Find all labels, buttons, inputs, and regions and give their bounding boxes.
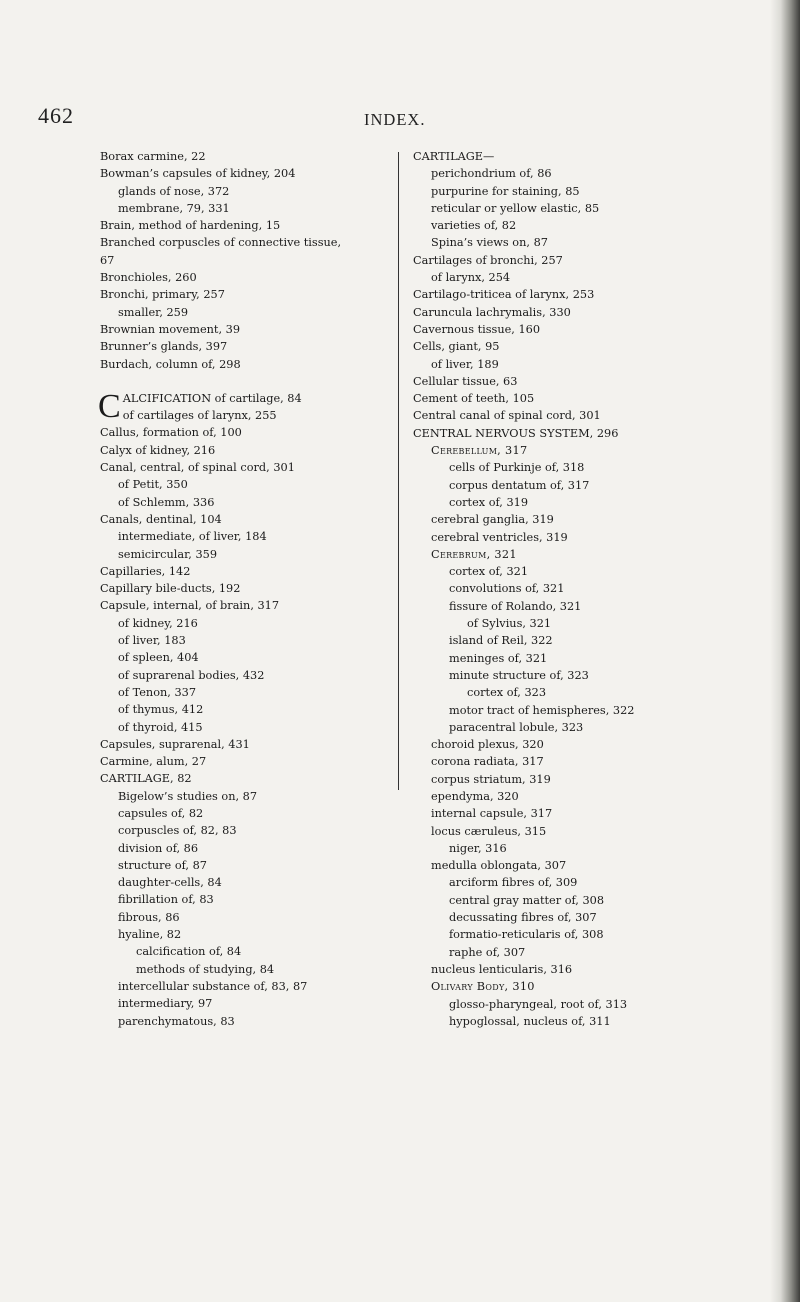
- index-entry: Capsules, suprarenal, 431: [100, 737, 250, 751]
- index-entry: Calyx of kidney, 216: [100, 443, 216, 457]
- index-entry: of Sylvius, 321: [467, 617, 552, 631]
- index-entry: cortex of, 323: [467, 686, 547, 700]
- index-entry: Cells, giant, 95: [413, 340, 500, 354]
- index-entry: smaller, 259: [118, 305, 189, 319]
- section-gap: [100, 373, 392, 390]
- index-entry: paracentral lobule, 323: [449, 720, 584, 734]
- index-entry: Olivary Body, 310: [431, 980, 535, 994]
- index-entry: Carmine, alum, 27: [100, 755, 207, 769]
- index-entry: membrane, 79, 331: [118, 201, 230, 215]
- index-entry: decussating fibres of, 307: [449, 911, 597, 925]
- index-entry: Cement of teeth, 105: [413, 392, 535, 406]
- index-entry: ependyma, 320: [431, 789, 519, 803]
- index-entry: Spina’s views on, 87: [431, 236, 548, 250]
- index-entry: perichondrium of, 86: [431, 167, 552, 181]
- index-entry: of Petit, 350: [118, 478, 188, 492]
- index-entry: of thymus, 412: [118, 703, 204, 717]
- index-entry: motor tract of hemispheres, 322: [449, 703, 635, 717]
- column-divider: [398, 152, 399, 790]
- index-entry: internal capsule, 317: [431, 807, 553, 821]
- index-entry: Capsule, internal, of brain, 317: [100, 599, 280, 613]
- index-column-left: [100, 148, 392, 1030]
- index-entry: fibrous, 86: [118, 910, 180, 924]
- index-entry: hypoglossal, nucleus of, 311: [449, 1014, 611, 1028]
- index-entry: corpuscles of, 82, 83: [118, 824, 237, 838]
- index-entry: fissure of Rolando, 321: [449, 599, 582, 613]
- index-entry: Central canal of spinal cord, 301: [413, 409, 601, 423]
- index-entry: intercellular substance of, 83, 87: [118, 979, 308, 993]
- index-entry: cortex of, 321: [449, 565, 529, 579]
- index-entry: of suprarenal bodies, 432: [118, 668, 265, 682]
- index-entry: Capillaries, 142: [100, 564, 191, 578]
- index-entry: Canals, dentinal, 104: [100, 512, 222, 526]
- index-entry: of Tenon, 337: [118, 685, 197, 699]
- index-entry: Caruncula lachrymalis, 330: [413, 305, 571, 319]
- index-entry: glands of nose, 372: [118, 184, 230, 198]
- index-entry: Burdach, column of, 298: [100, 357, 241, 371]
- index-entry: division of, 86: [118, 841, 199, 855]
- index-entry: cerebral ventricles, 319: [431, 530, 568, 544]
- index-entry: cerebral ganglia, 319: [431, 513, 554, 527]
- index-entry: Brunner’s glands, 397: [100, 340, 228, 354]
- index-entry: central gray matter of, 308: [449, 893, 605, 907]
- index-entry: CENTRAL NERVOUS SYSTEM, 296: [413, 426, 619, 440]
- index-entry: of kidney, 216: [118, 616, 198, 630]
- index-entry: purpurine for staining, 85: [431, 184, 580, 198]
- index-entry: medulla oblongata, 307: [431, 859, 567, 873]
- index-entry: Callus, formation of, 100: [100, 426, 242, 440]
- index-entry: corpus dentatum of, 317: [449, 478, 590, 492]
- index-entry: 67: [100, 253, 115, 267]
- index-entry: Canal, central, of spinal cord, 301: [100, 461, 295, 475]
- index-entry: Brain, method of hardening, 15: [100, 219, 281, 233]
- index-entry: of larynx, 254: [431, 271, 511, 285]
- index-entry: varieties of, 82: [431, 219, 517, 233]
- index-entry: Bronchioles, 260: [100, 271, 197, 285]
- index-entry: Cellular tissue, 63: [413, 374, 518, 388]
- index-entry: Cerebrum, 321: [431, 547, 517, 561]
- index-entry: Branched corpuscles of connective tissue,: [100, 236, 342, 250]
- drop-cap: C: [98, 387, 121, 425]
- index-entry: of liver, 183: [118, 634, 186, 648]
- index-entry: structure of, 87: [118, 858, 207, 872]
- index-entry: Bigelow’s studies on, 87: [118, 789, 258, 803]
- index-entry: convolutions of, 321: [449, 582, 565, 596]
- index-entry: Bronchi, primary, 257: [100, 288, 225, 302]
- index-entry: of spleen, 404: [118, 651, 199, 665]
- index-entry: of thyroid, 415: [118, 720, 203, 734]
- index-entry: Borax carmine, 22: [100, 150, 206, 163]
- index-entry: Capillary bile-ducts, 192: [100, 582, 241, 596]
- index-entry: CARTILAGE, 82: [100, 772, 192, 786]
- index-entry: fibrillation of, 83: [118, 893, 214, 907]
- index-entry: Cavernous tissue, 160: [413, 322, 541, 336]
- index-entry: cells of Purkinje of, 318: [449, 461, 585, 475]
- index-entry: methods of studying, 84: [136, 962, 275, 976]
- index-entry: intermediate, of liver, 184: [118, 530, 267, 544]
- index-entry: choroid plexus, 320: [431, 738, 544, 752]
- index-entry: arciform fibres of, 309: [449, 876, 578, 890]
- index-entry: hyaline, 82: [118, 928, 182, 942]
- index-entry: cortex of, 319: [449, 495, 529, 509]
- page-number: 462: [38, 103, 74, 128]
- index-entry: of Schlemm, 336: [118, 495, 215, 509]
- index-entry: meninges of, 321: [449, 651, 548, 665]
- index-entry: of liver, 189: [431, 357, 499, 371]
- index-entry: formatio-reticularis of, 308: [449, 928, 604, 942]
- index-entry: Cartilago-triticea of larynx, 253: [413, 288, 595, 302]
- index-entry: ALCIFICATION of cartilage, 84: [122, 391, 302, 405]
- index-entry: Brownian movement, 39: [100, 322, 241, 336]
- index-entry: intermediary, 97: [118, 997, 213, 1011]
- index-entry: reticular or yellow elastic, 85: [431, 201, 600, 215]
- index-entry: nucleus lenticularis, 316: [431, 962, 573, 976]
- index-entry: minute structure of, 323: [449, 668, 589, 682]
- index-entry: niger, 316: [449, 841, 507, 855]
- index-entry: Bowman’s capsules of kidney, 204: [100, 167, 296, 181]
- index-entry: corona radiata, 317: [431, 755, 544, 769]
- index-column-right: [413, 148, 791, 1030]
- index-entry: daughter-cells, 84: [118, 876, 222, 890]
- index-entry: glosso-pharyngeal, root of, 313: [449, 997, 628, 1011]
- section-c-heading: [98, 387, 392, 425]
- index-entry: semicircular, 359: [118, 547, 218, 561]
- index-entry: raphe of, 307: [449, 945, 526, 959]
- index-entry: locus cæruleus, 315: [431, 824, 547, 838]
- index-entry: Cartilages of bronchi, 257: [413, 253, 563, 267]
- running-head: INDEX.: [364, 110, 426, 129]
- index-entry: of cartilages of larynx, 255: [122, 409, 277, 423]
- index-entry: CARTILAGE—: [413, 150, 495, 163]
- index-entry: island of Reil, 322: [449, 634, 553, 648]
- index-entry: Cerebellum, 317: [431, 444, 528, 458]
- index-entry: corpus striatum, 319: [431, 772, 551, 786]
- index-entry: calcification of, 84: [136, 945, 242, 959]
- index-entry: parenchymatous, 83: [118, 1014, 235, 1028]
- index-entry: capsules of, 82: [118, 806, 204, 820]
